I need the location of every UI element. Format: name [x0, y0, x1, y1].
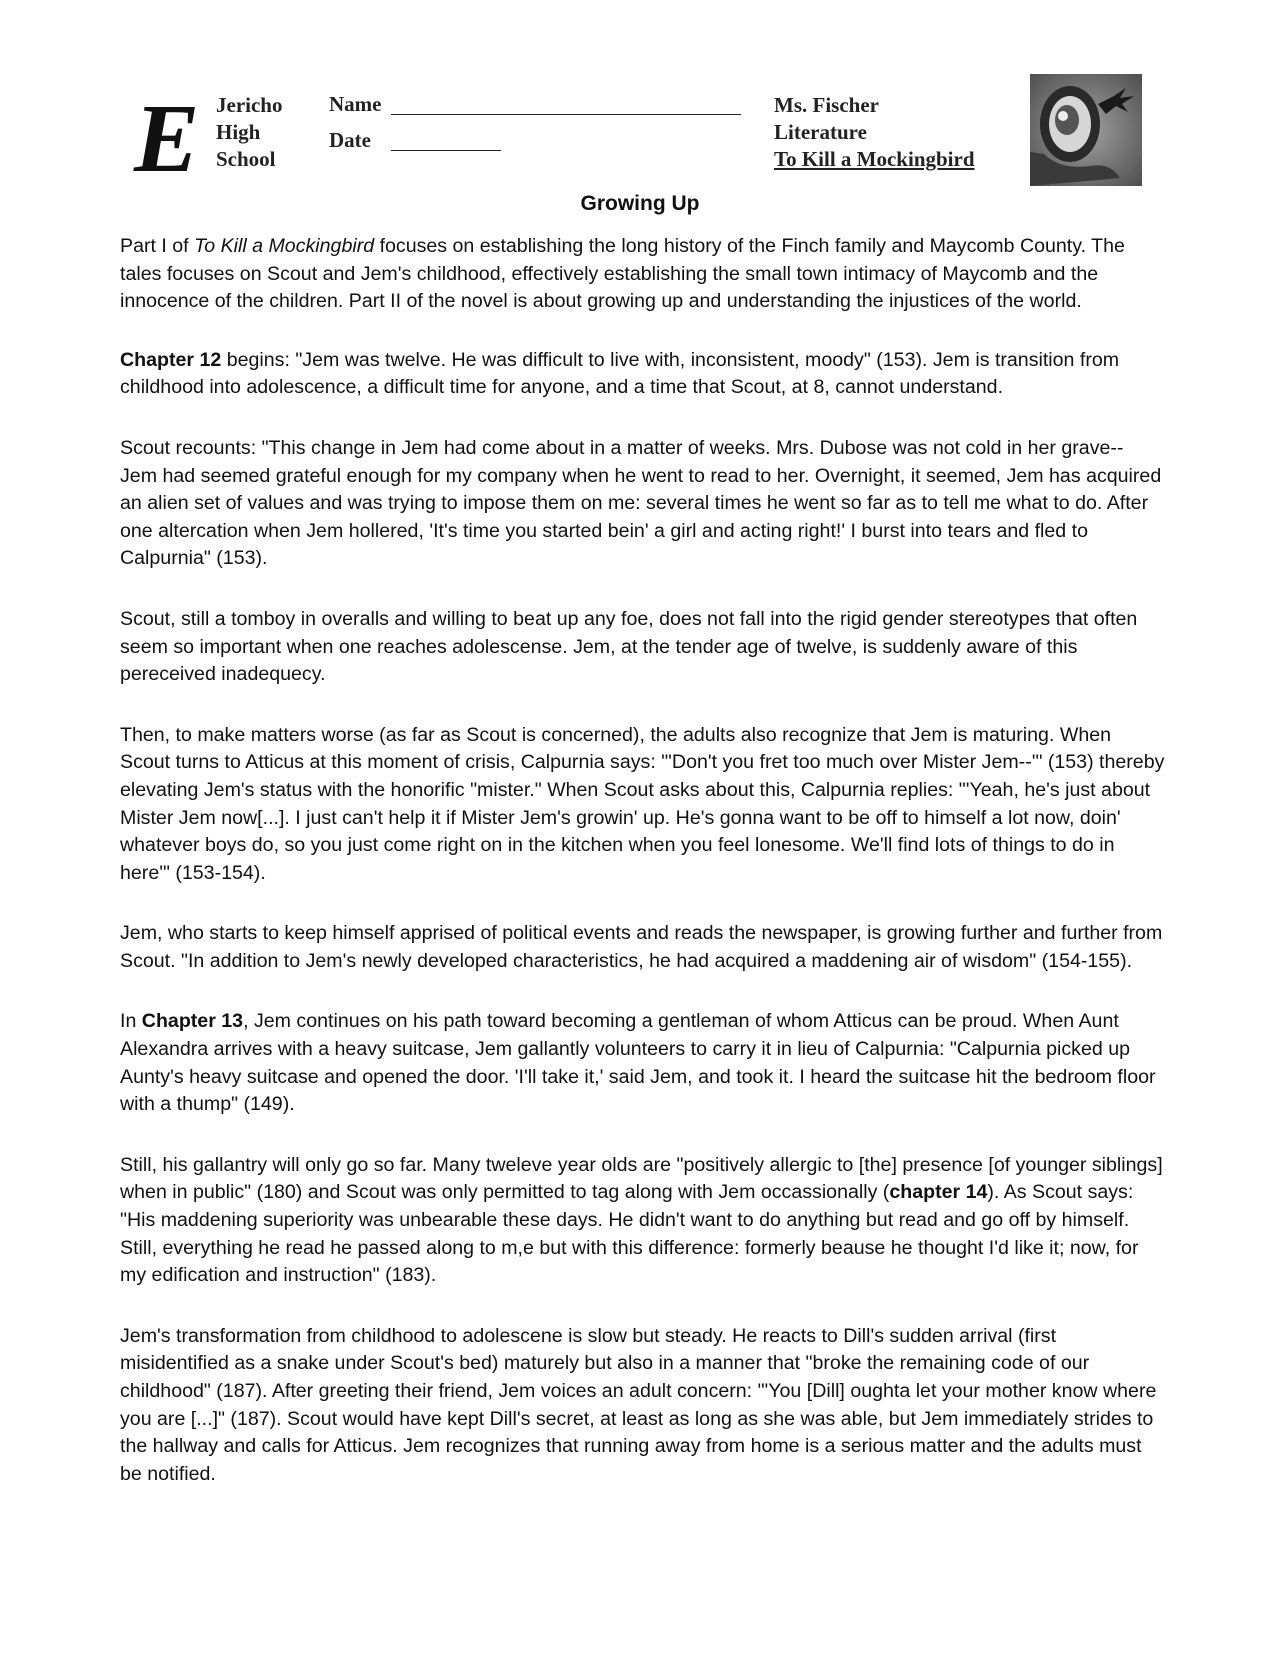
paragraph [120, 1152, 1165, 1290]
date-blank[interactable] [391, 150, 501, 151]
text-run: Still, his gallantry will only go so far. Many tweleve year olds are "positively allergic to [the] presence [of younger siblings] when in public" (180) and Scout was only permitted to tag along with Jem occassionally ( [120, 1153, 1163, 1204]
paragraph: Jem, who starts to keep himself apprised of political events and reads the newspaper, is growing further and further from Scout. "In addition to Jem's newly developed characteristics, he had acquired a maddening air of wisdom" (154-155). [120, 922, 1163, 972]
teacher-name: Ms. Fischer [774, 93, 879, 117]
worksheet-header [0, 72, 1280, 192]
book-title-italic: To Kill a Mockingbird [194, 235, 375, 257]
class-info [774, 92, 975, 173]
paragraph [120, 233, 1165, 316]
book-title: To Kill a Mockingbird [774, 147, 975, 171]
paragraph: Then, to make matters worse (as far as Scout is concerned), the adults also recognize that Jem is maturing. When Scout turns to Atticus at this moment of crisis, Calpurnia says: "'Don't you fret too much over Mister Jem--'" (153) thereby elevating Jem's status with the honorific "mister." When Scout asks about this, Calpurnia replies: "'Yeah, he's just about Mister Jem now[...]. I just can't help it if Mister Jem's growin' up. He's gonna want to be off to himself a lot now, doin' whatever boys do, so you just come right on in the kitchen when you feel lonesome. We'll find lots of things to do in here'" (153-154). [120, 723, 1165, 884]
school-name-line: High [216, 120, 261, 144]
essay-body [120, 233, 1165, 1521]
text-run: In [120, 1010, 142, 1033]
school-name-line: Jericho [216, 93, 283, 117]
name-blank[interactable] [391, 114, 741, 115]
mockingbird-cover-icon [1030, 74, 1142, 186]
paragraph: Scout, still a tomboy in overalls and willing to beat up any foe, does not fall into the rigid gender stereotypes that often seem so important when one reaches adolescense. Jem, at the tender age of twelve, is suddenly aware of this pereceived inadequecy. [120, 607, 1138, 686]
paragraph: Scout recounts: "This change in Jem had come about in a matter of weeks. Mrs. Dubose was not cold in her grave-- Jem had seemed grateful enough for my company when he went to read to her. Overnight, it seemed, Jem has acquired an alien set of values and was trying to impose them on me: several times he went so far as to tell me what to do. After one altercation when Jem hollered, 'It's time you started bein' a girl and acting right!' I burst into tears and fled to Calpurnia" (153). [120, 436, 1162, 570]
paragraph: Jem's transformation from childhood to adolescene is slow but steady. He reacts to Dill's sudden arrival (first misidentified as a snake under Scout's bed) maturely but also in a manner that "broke the remaining code of our childhood" (187). After greeting their friend, Jem voices an adult concern: "'You [Dill] oughta let your mother know where you are [...]" (187). Scout would have kept Dill's secret, at least as long as she was able, but Jem immediately strides to the hallway and calls for Atticus. Jem recognizes that running away from home is a serious matter and the adults must be notified. [120, 1324, 1157, 1485]
text-run: , Jem continues on his path toward becoming a gentleman of whom Atticus can be proud. When Aunt Alexandra arrives with a heavy suitcase, Jem gallantly volunteers to carry it in lieu of Calpurnia: "Calpurnia picked up Aunty's heavy suitcase and opened the door. 'I'll take it,' said Jem, and took it. I heard the suitcase hit the bedroom floor with a thump" (149). [120, 1010, 1156, 1116]
text-run: ). As Scout says: "His maddening superiority was unbearable these days. He didn't want to do anything but read and go off by himself. Still, everything he read he passed along to m,e but with this difference: formerly beause he thought I'd like it; now, for my edification and instruction" (183). [120, 1181, 1139, 1287]
paragraph [120, 347, 1165, 402]
text-run: Part I of [120, 235, 195, 257]
school-name [216, 92, 282, 173]
date-label: Date [329, 128, 371, 152]
text-run: begins: "Jem was twelve. He was difficult to live with, inconsistent, moody" (153). Jem is transition from childhood into adolescence, a difficult time for anyone, and a time that Scout, at 8, cannot understand. [120, 348, 1120, 399]
name-label: Name [329, 92, 382, 116]
paragraph [120, 1008, 1165, 1118]
subject-name: Literature [774, 120, 867, 144]
chapter-label: Chapter 13 [141, 1010, 244, 1033]
chapter-label: Chapter 12 [120, 348, 222, 371]
school-name-line: School [216, 147, 276, 171]
school-logo: E [134, 85, 200, 193]
text-run: focuses on establishing the long history of the Finch family and Maycomb County. The tales focuses on Scout and Jem's childhood, effectively establishing the small town intimacy of Maycomb and the innocence of the children. Part II of the novel is about growing up and understanding the injustices of the world. [120, 235, 1125, 313]
chapter-label: chapter 14 [889, 1181, 988, 1204]
page-title: Growing Up [580, 192, 700, 215]
